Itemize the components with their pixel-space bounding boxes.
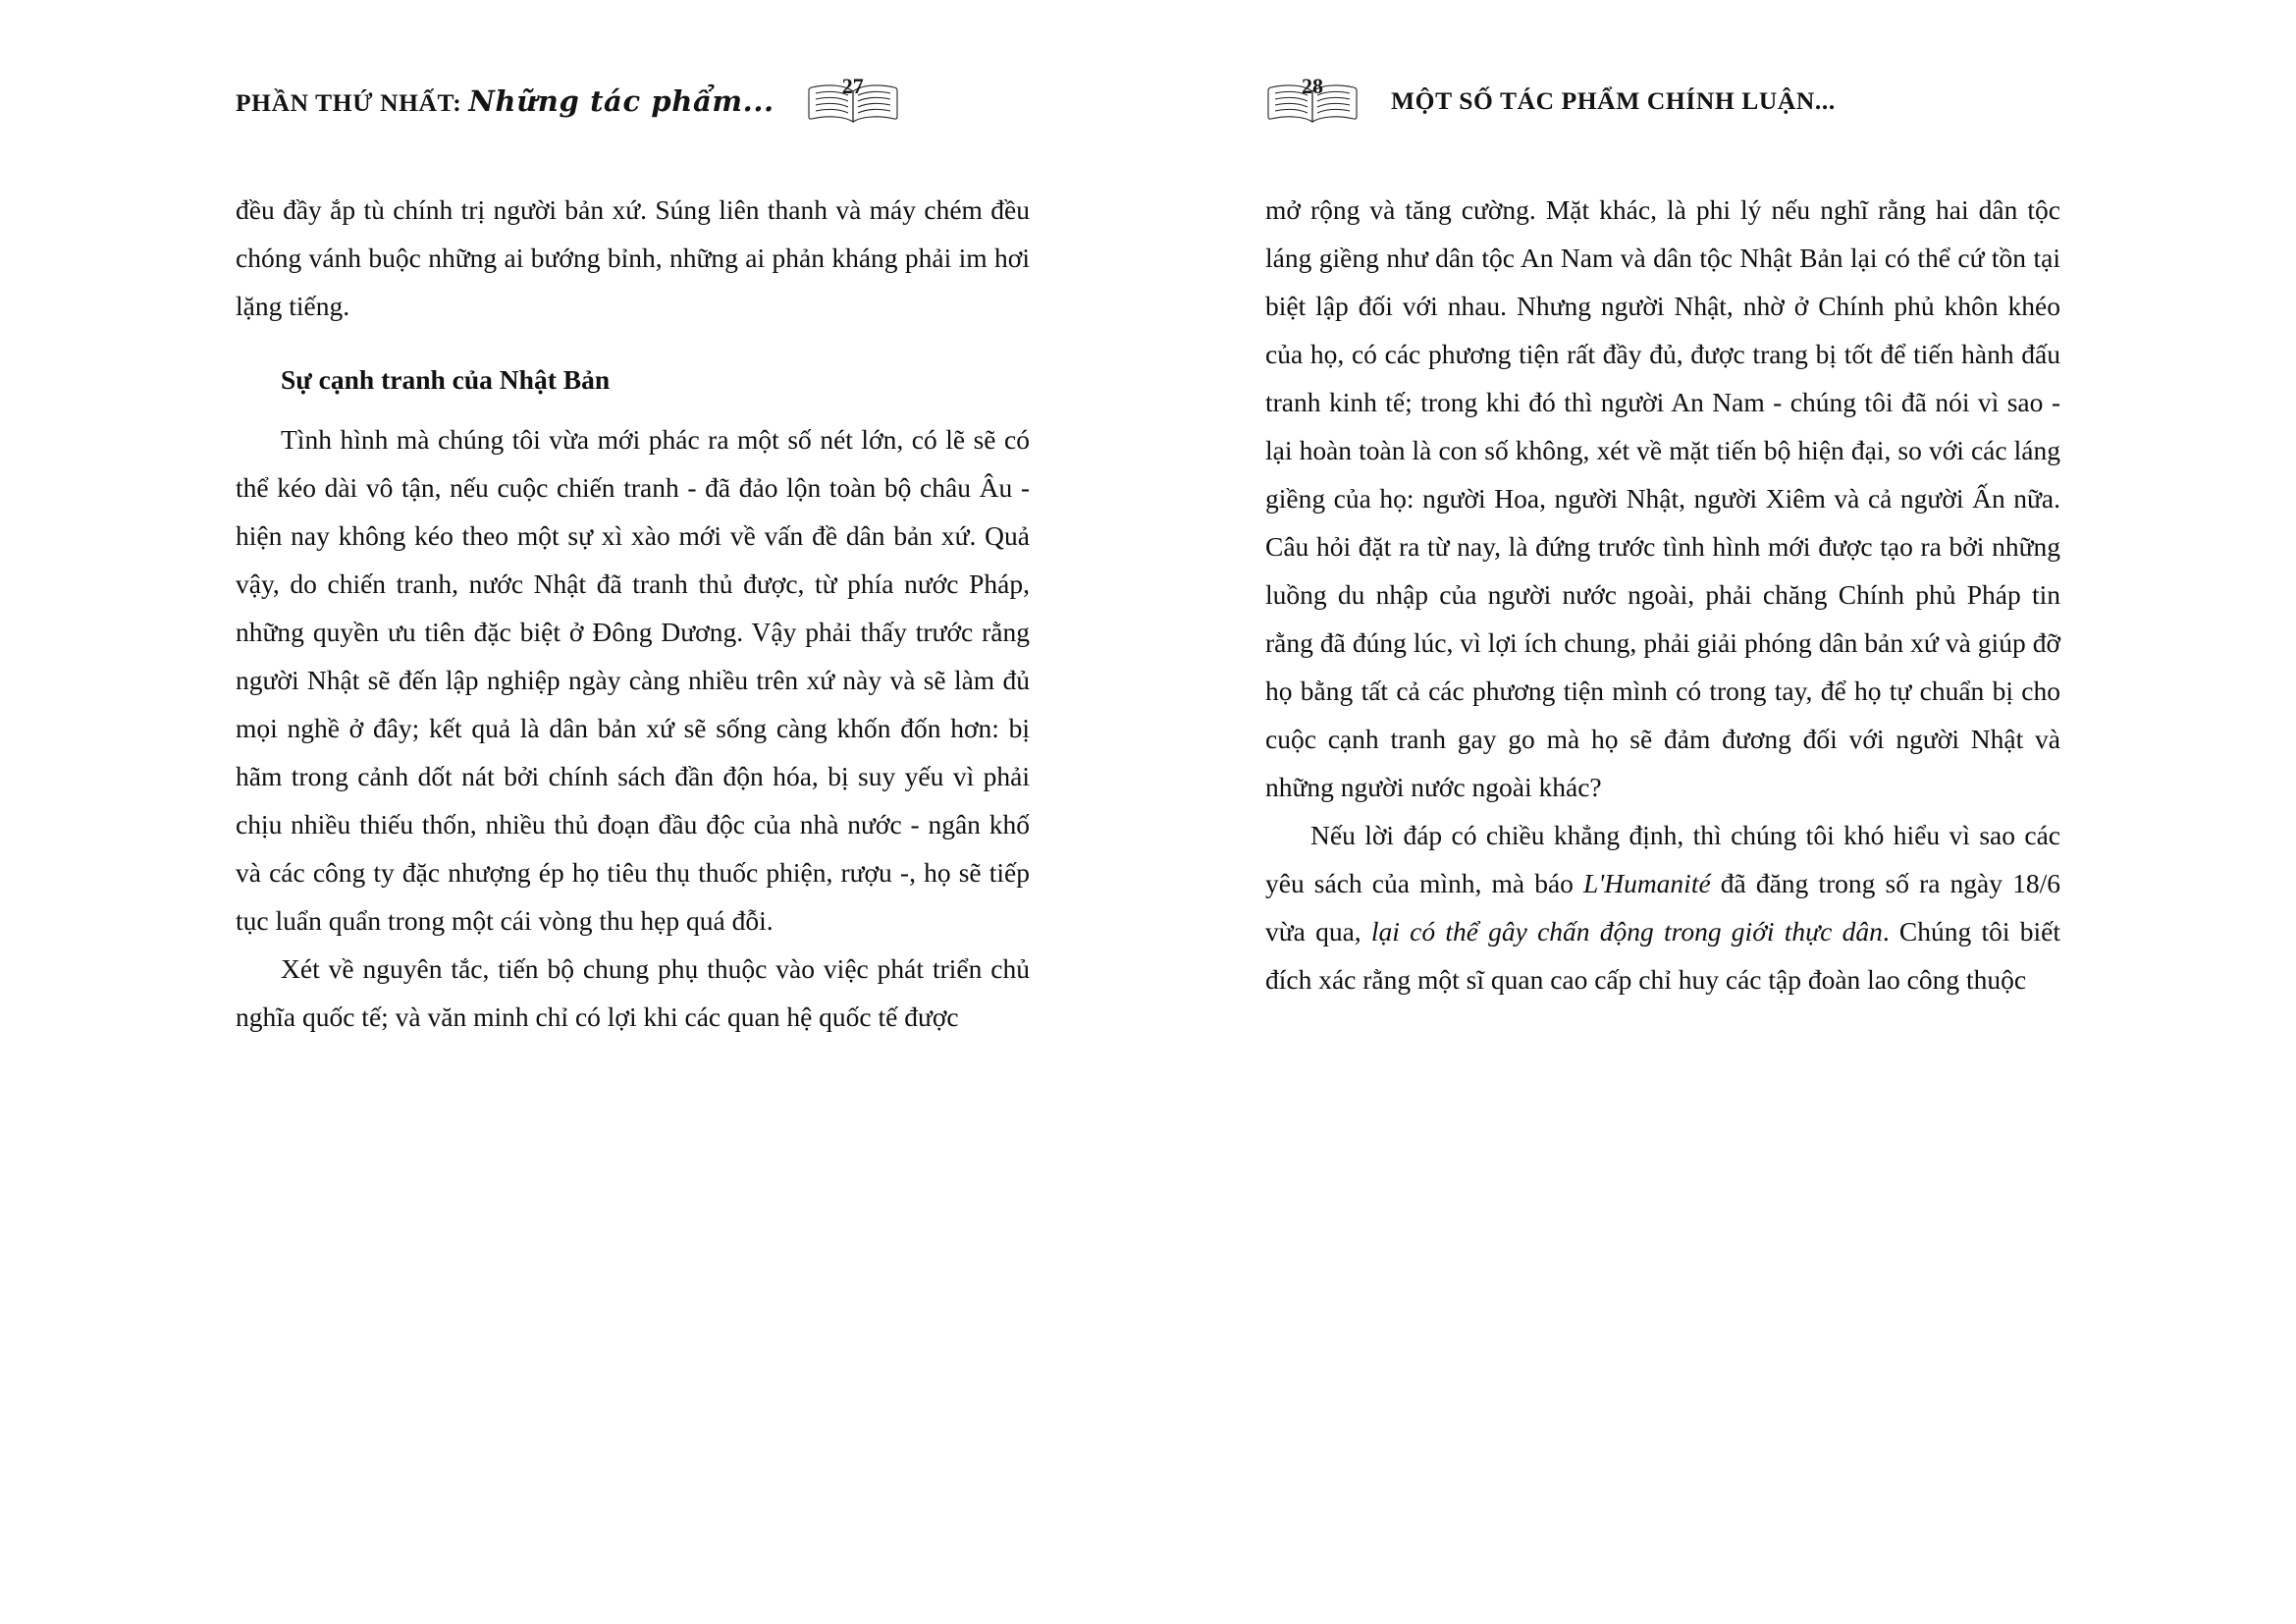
page-left-body [236,186,1030,1041]
section-heading: Sự cạnh tranh của Nhật Bản [281,364,611,395]
folio-group-left [806,74,900,125]
running-head-left-prefix: PHẦN THỨ NHẤT: [236,88,462,117]
running-head-left-italic: Những tác phẩm... [468,84,774,118]
page-number-right: 28 [1302,74,1323,98]
run-italic-emphasis: lại có thể gây chấn động trong giới thực dân [1370,916,1883,947]
running-head-left-text [236,84,774,118]
page-number-left: 27 [841,74,864,98]
running-head-left [236,74,1030,129]
paragraph-rich [1265,811,2060,1003]
paragraph: Tình hình mà chúng tôi vừa mới phác ra một số nét lớn, có lẽ sẽ có thể kéo dài vô tận, nếu cuộc chiến tranh - đã đảo lộn toàn bộ châu Âu - hiện nay không kéo theo một sự xì xào mới về vấn đề dân bản xứ. Quả vậy, do chiến tranh, nước Nhật đã tranh thủ được, từ phía nước Pháp, những quyền ưu tiên đặc biệt ở Đông Dương. Vậy phải thấy trước rằng người Nhật sẽ đến lập nghiệp ngày càng nhiều trên xứ này và sẽ làm đủ mọi nghề ở đây; kết quả là dân bản xứ sẽ sống càng khốn đốn hơn: bị hãm trong cảnh dốt nát bởi chính sách đần độn hóa, bị suy yếu vì phải chịu nhiều thiếu thốn, nhiều thủ đoạn đầu độc của nhà nước - ngân khố và các công ty đặc nhượng ép họ tiêu thụ thuốc phiện, rượu -, họ sẽ tiếp tục luẩn quẩn trong một cái vòng thu hẹp quá đỗi. [236,424,1030,936]
paragraph: đều đầy ắp tù chính trị người bản xứ. Súng liên thanh và máy chém đều chóng vánh buộc những ai bướng bỉnh, những ai phản kháng phải im hơi lặng tiếng. [236,194,1030,321]
page-right-body [1265,186,2060,1003]
run-text: . Chúng tôi biết đích xác rằng một sĩ quan cao cấp chỉ huy các tập đoàn lao công thuộc [1265,916,2060,995]
page-right [1148,0,2296,1624]
folio-group-right [1265,74,1360,125]
paragraph: mở rộng và tăng cường. Mặt khác, là phi lý nếu nghĩ rằng hai dân tộc láng giềng như dân tộc An Nam và dân tộc Nhật Bản lại có thể cứ tồn tại biệt lập đối với nhau. Nhưng người Nhật, nhờ ở Chính phủ khôn khéo của họ, có các phương tiện rất đầy đủ, được trang bị tốt để tiến hành đấu tranh kinh tế; trong khi đó thì người An Nam - chúng tôi đã nói vì sao - lại hoàn toàn là con số không, xét về mặt tiến bộ hiện đại, so với các láng giềng của họ: người Hoa, người Nhật, người Xiêm và cả người Ấn nữa. Câu hỏi đặt ra từ nay, là đứng trước tình hình mới được tạo ra bởi những luồng du nhập của người nước ngoài, phải chăng Chính phủ Pháp tin rằng đã đúng lúc, vì lợi ích chung, phải giải phóng dân bản xứ và giúp đỡ họ bằng tất cả các phương tiện mình có trong tay, để họ tự chuẩn bị cho cuộc cạnh tranh gay go mà họ sẽ đảm đương đối với người Nhật và những người nước ngoài khác? [1265,194,2060,802]
running-head-right [1265,74,2060,129]
paragraph: Xét về nguyên tắc, tiến bộ chung phụ thuộc vào việc phát triển chủ nghĩa quốc tế; và văn minh chỉ có lợi khi các quan hệ quốc tế được [236,953,1030,1032]
run-text: đã đăng trong số ra ngày 18/6 vừa qua, [1265,868,2060,947]
run-italic-publication: L'Humanité [1583,868,1711,898]
run-text: Nếu lời đáp có chiều khẳng định, thì chúng tôi khó hiểu vì sao các yêu sách của mình, mà báo [1265,820,2060,898]
running-head-right-title: MỘT SỐ TÁC PHẨM CHÍNH LUẬN... [1391,86,1836,115]
